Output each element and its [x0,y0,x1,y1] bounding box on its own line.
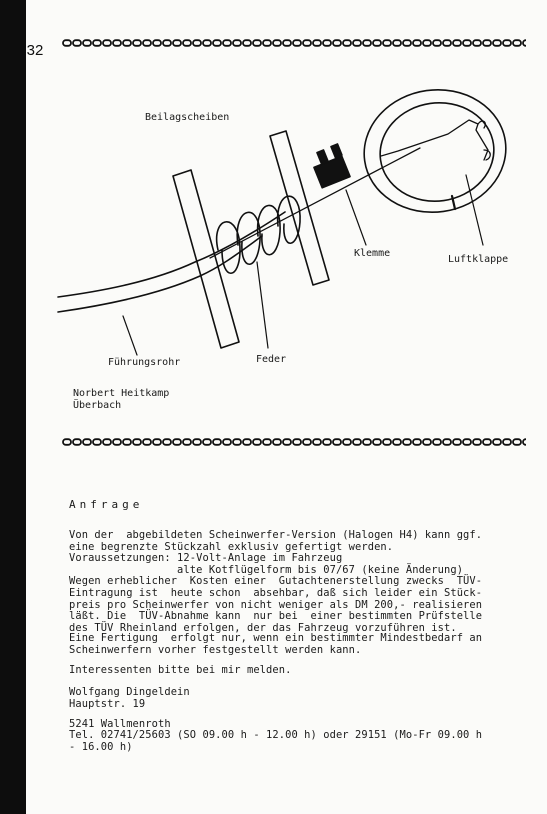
washer-right [270,131,329,285]
diagram-author-name: Norbert Heitkamp [73,388,170,399]
contact-name: Wolfgang Dingeldein [69,686,190,698]
leader-luftklappe [466,175,483,245]
air-flap-ring-outer [356,81,514,222]
contact-city: 5241 Wallmenroth [69,718,171,730]
page-number: 32 [26,40,44,62]
contact-street: Hauptstr. 19 [69,698,146,710]
label-luftklappe: Luftklappe [448,254,509,265]
diagram-author-place: Überbach [73,400,122,411]
article-paragraph-2: Eine Fertigung erfolgt nur, wenn ein bestimmter Mindestbedarf an Scheinwerfern vorher festgestellt werden kann. [69,632,483,656]
leader-klemme [346,190,366,245]
contact-phone: Tel. 02741/25603 (SO 09.00 h - 12.00 h) oder 29151 (Mo-Fr 09.00 h - 16.00 h) [69,729,483,753]
page-spine-bar [0,0,26,814]
article-paragraph-3: Interessenten bitte bei mir melden. [69,664,292,676]
chain-divider-top [62,38,526,48]
leader-fuehrungsrohr [123,316,137,355]
washer-left [173,170,239,348]
article-paragraph-1: Von der abgebildeten Scheinwerfer-Version (Halogen H4) kann ggf. eine begrenzte Stückzahl exklusiv gefertigt werden. Voraussetzungen: 12-Volt-Anlage im Fahrzeug alte Kotflügelform bis 07/67 (keine Änderung) Wegen erheblicher Kosten einer Gutachtenerstellung zwecks TÜV- Eintragung ist heute schon absehbar, daß sich leider ein Stück- preis pro Scheinwerfer von nicht weniger als DM 200,- realisieren läßt. Die TÜV-Abnahme kann nur bei einer bestimmten Prüfstelle des TÜV Rheinland erfolgen, der das Fahrzeug vorzuführen ist. [69,529,483,634]
control-rod [210,148,420,258]
label-klemme: Klemme [354,248,391,259]
label-feder: Feder [256,354,287,365]
spring-coil [217,196,300,273]
guide-tube [58,212,285,297]
chain-divider-middle [62,437,526,447]
air-flap-ring-inner [374,96,501,209]
label-beilagscheiben: Beilagscheiben [145,112,230,123]
clamp [314,144,350,188]
article-heading: Anfrage [69,498,144,511]
label-fuehrungsrohr: Führungsrohr [108,357,181,368]
leader-feder [257,262,268,348]
